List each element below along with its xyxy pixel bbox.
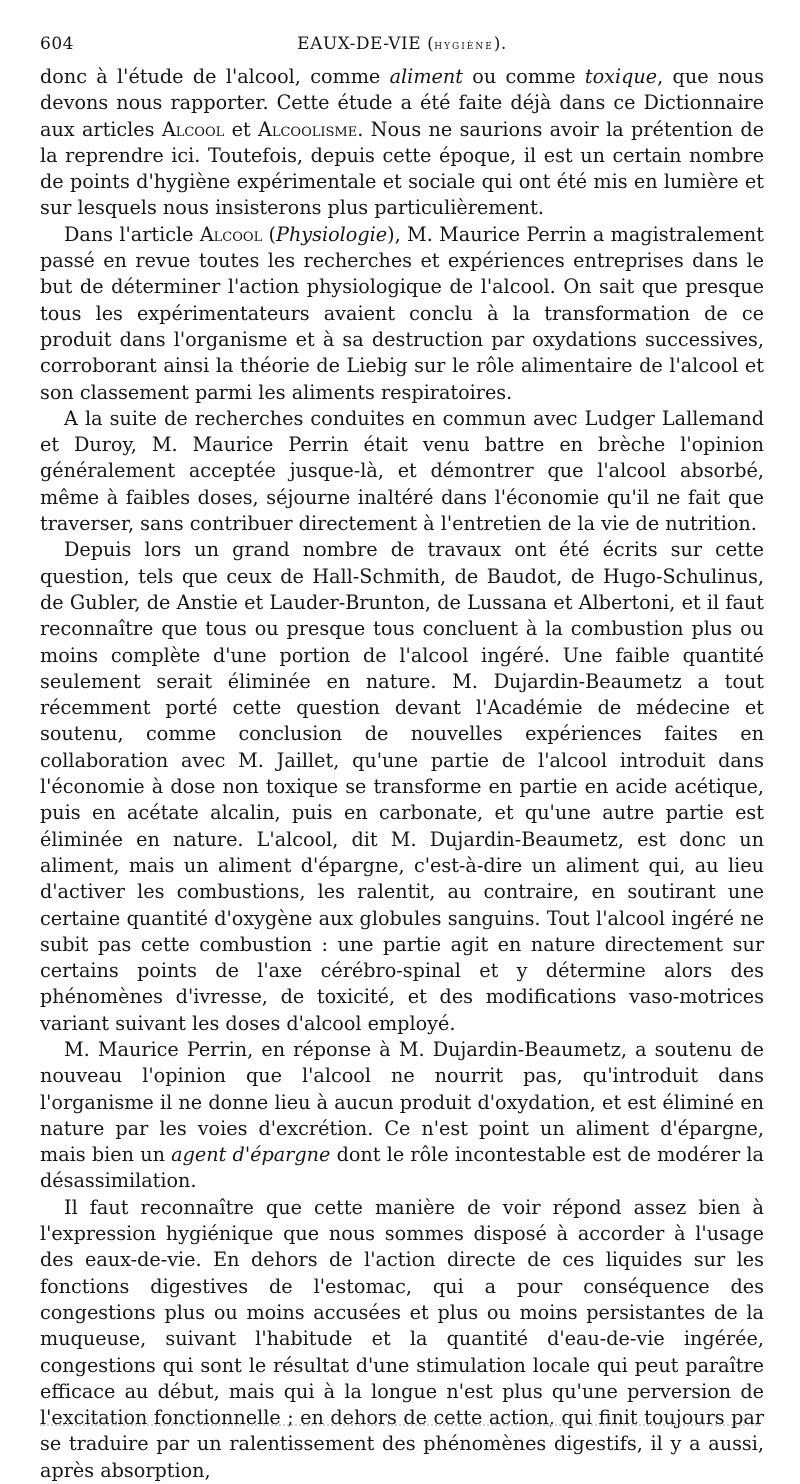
running-title [40,34,764,54]
text-run: A la suite de recherches conduites en commun avec Ludger Lallemand et Duroy, M. Maurice Perrin était venu battre en brèche l'opinion généralement acceptée jusque-là, et démontrer que l'alcool absorbé, même à faibles doses, séjourne inaltéré dans l'économie qu'il ne fait que traverser, sans contribuer directement à l'entretien de la vie de nutrition. [40,406,764,536]
smallcaps-text: Alcool [161,117,225,141]
text-run: ( [262,222,277,246]
smallcaps-text: Alcoolisme [257,117,358,141]
text-run: ou comme [462,65,585,88]
text-run: Dans l'article [64,222,200,246]
footer-rule [40,1424,760,1428]
running-title-sub: hygiène [434,38,494,53]
text-run: Il faut reconnaître que cette manière de voir répond assez bien à l'expression hygiénique que nous sommes disposé à accorder à l'usage des eaux-de-vie. En dehors de l'action directe de ces liquides sur les fonctions digestives de l'estomac, qui a pour conséquence des congestions plus ou moins accusées et plus ou moins persistantes de la muqueuse, suivant l'habitude et la quantité d'eau-de-vie ingérée, congestions qui sont le résultat d'une stimulation locale qui peut paraître efficace au début, mais qui à la longue n'est plus qu'une perversion de l'excitation fonctionnelle ; en dehors de cette action, qui finit toujours par se traduire par un ralentissement des phénomènes digestifs, il y a aussi, après absorption, [40,1195,764,1482]
running-title-paren-close: ). [493,34,507,54]
running-title-main: EAUX-DE-VIE [297,34,422,54]
paragraph [40,1037,764,1195]
document-page [40,34,764,1484]
text-run: . Nous ne saurions avoir la prétention de la reprendre ici. Toutefois, depuis cette époque, il est un certain nombre de points d'hygiène expérimentale et sociale qui ont été mis en lumière et sur lesquels nous insisterons plus particulièrement. [40,117,764,220]
running-title-paren-open: ( [421,34,435,54]
smallcaps-text: Alcool [199,222,263,246]
italic-text: toxique [584,65,658,88]
running-head [40,34,764,64]
italic-text: Physiologie [276,222,388,246]
paragraph [40,222,764,406]
paragraph [40,537,764,1037]
italic-text: aliment [389,65,463,88]
page-number: 604 [40,34,74,54]
body-text [40,64,764,1484]
paragraph [40,1195,764,1484]
paragraph [40,406,764,537]
paragraph [40,64,764,222]
italic-text: agent d'épargne [171,1143,331,1167]
text-run: M. Maurice Perrin, en réponse à M. Dujardin-Beaumetz, a soutenu de nouveau l'opinion que l'alcool ne nourrit pas, qu'introduit dans l'organisme il ne donne lieu à aucun produit d'oxydation, et est éliminé en nature par les voies d'excrétion. Ce n'est point un aliment d'épargne, mais bien un [40,1037,764,1167]
text-run: Depuis lors un grand nombre de travaux ont été écrits sur cette question, tels que ceux de Hall-Schmith, de Baudot, de Hugo-Schulinus, de Gubler, de Anstie et Lauder-Brunton, de Lussana et Albertoni, et il faut reconnaître que tous ou presque tous concluent à la combustion plus ou moins complète d'une portion de l'alcool ingéré. Une faible quantité seulement serait éliminée en nature. M. Dujardin-Beaumetz a tout récemment porté cette question devant l'Académie de médecine et soutenu, comme conclusion de nouvelles expériences faites en collaboration avec M. Jaillet, qu'une partie de l'alcool introduit dans l'économie à dose non toxique se transforme en partie en acide acétique, puis en acétate alcalin, puis en carbonate, et qu'une autre partie est éliminée en nature. L'alcool, dit M. Dujardin-Beaumetz, est donc un aliment, mais un aliment d'épargne, c'est-à-dire un aliment qui, au lieu d'activer les combustions, les ralentit, au contraire, en soutirant une certaine quantité d'oxygène aux globules sanguins. Tout l'alcool ingéré ne subit pas cette combustion : une partie agit en nature directement sur certains points de l'axe cérébro-spinal et y détermine alors des phénomènes d'ivresse, de toxicité, et des modifications vaso-motrices variant suivant les doses d'alcool employé. [40,538,764,1035]
text-run: dont le rôle incontestable est de modérer la désassimilation. [40,1143,764,1193]
text-run: , que nous devons nous rapporter. Cette étude a été faite déjà dans ce Dictionnaire aux articles [40,65,764,141]
text-run: donc à l'étude de l'alcool, comme [40,65,390,88]
text-run: et [224,117,258,141]
text-run: ), M. Maurice Perrin a magistralement passé en revue toutes les recherches et expériences entreprises dans le but de déterminer l'action physiologique de l'alcool. On sait que presque tous les expérimentateurs avaient conclu à la transformation de ce produit dans l'organisme et à sa destruction par oxydations successives, corroborant ainsi la théorie de Liebig sur le rôle alimentaire de l'alcool et son classement parmi les aliments respiratoires. [40,222,764,404]
